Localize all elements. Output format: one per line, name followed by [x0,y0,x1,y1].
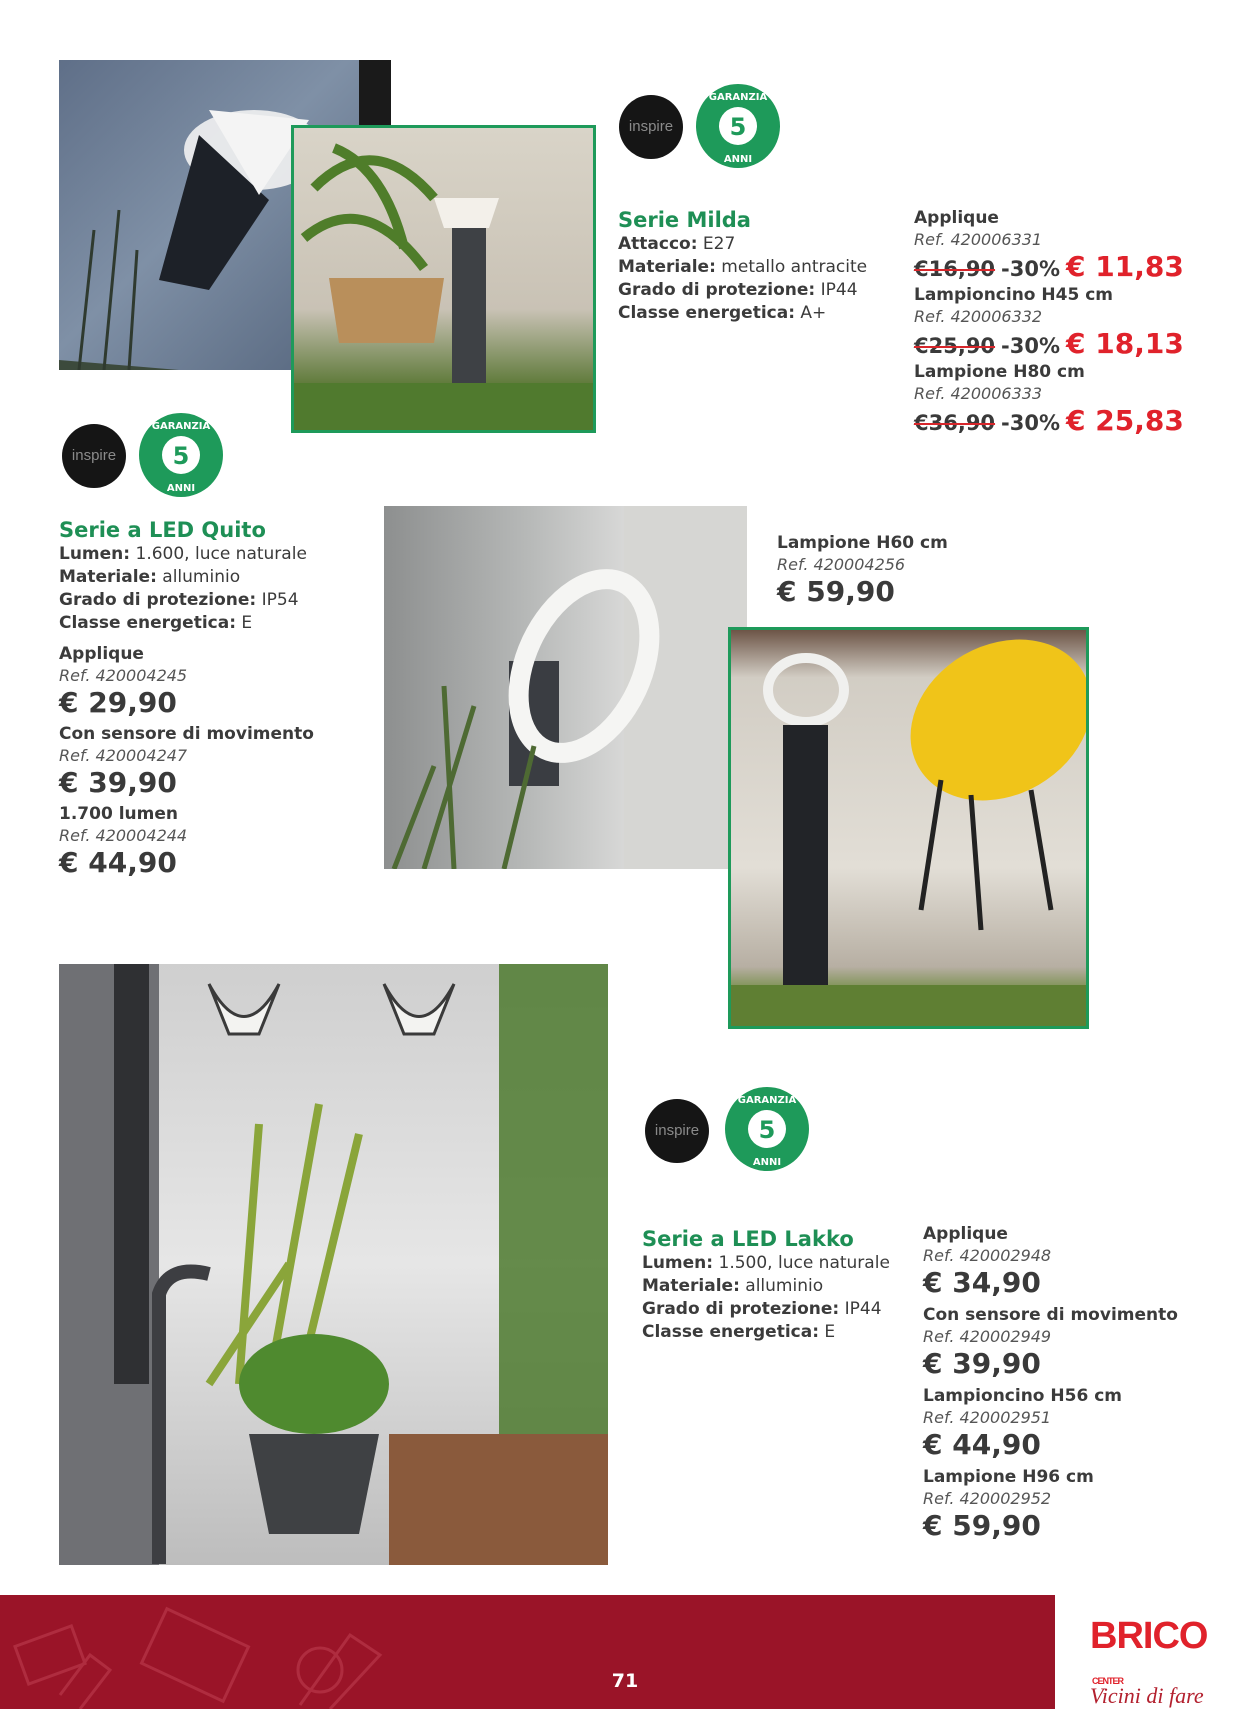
svg-text:5: 5 [758,1116,776,1144]
discount: -30% [1001,334,1061,358]
old-price: €25,90 [914,334,996,358]
garden-lamps-illustration [59,964,608,1565]
sale-price: € 11,83 [1066,250,1184,283]
product-price: € 39,90 [59,766,177,799]
tagline: Vicini di fare [1090,1683,1204,1708]
warranty-5-years-badge [138,412,224,498]
product-price-row [914,404,1184,442]
tools-pattern-decoration [0,1595,1055,1709]
milda-title: Serie Milda [618,208,751,232]
product-name: Applique [59,644,144,664]
milda-spec: Materiale: metallo antracite [618,257,868,277]
product-ref: Ref. 420004256 [777,555,906,574]
lakko-title: Serie a LED Lakko [642,1227,854,1251]
svg-text:ANNI: ANNI [752,1157,782,1168]
quito-spec: Grado di protezione: IP54 [59,590,299,610]
lamppost-illustration [294,128,594,431]
product-ref: Ref. 420004247 [59,746,188,765]
product-ref: Ref. 420002949 [923,1327,1052,1346]
milda-info [618,207,867,325]
product-ref: Ref. 420002948 [923,1246,1052,1265]
svg-text:GARANZIA: GARANZIA [708,92,768,103]
quito-lamppost-photo [728,627,1089,1029]
quito-applique-photo [384,506,747,869]
product-name: Lampioncino H56 cm [923,1386,1122,1406]
page-number: 71 [611,1670,639,1692]
milda-spec: Attacco: E27 [618,234,736,254]
product-ref: Ref. 420002952 [923,1489,1052,1508]
svg-text:GARANZIA: GARANZIA [737,1095,797,1106]
milda-lamppost-photo [291,125,596,433]
product-name: Lampione H80 cm [914,362,1085,382]
discount: -30% [1001,411,1061,435]
quito-lampione-info [777,532,948,609]
product-price: € 39,90 [923,1347,1041,1380]
quito-info [59,517,314,880]
lakko-spec: Lumen: 1.500, luce naturale [642,1253,890,1273]
warranty-5-years-badge [724,1086,810,1172]
svg-text:GARANZIA: GARANZIA [151,421,211,432]
lakko-spec: Grado di protezione: IP44 [642,1299,882,1319]
sale-price: € 25,83 [1066,404,1184,437]
product-ref: Ref. 420004244 [59,826,188,845]
product-price: € 44,90 [923,1428,1041,1461]
quito-spec: Classe energetica: E [59,613,253,633]
old-price: €16,90 [914,257,996,281]
product-name: Applique [923,1224,1008,1244]
product-name: Con sensore di movimento [59,724,314,744]
sale-price: € 18,13 [1066,327,1184,360]
inspire-brand-logo: inspire [619,95,683,159]
lakko-spec: Materiale: alluminio [642,1276,824,1296]
discount: -30% [1001,257,1061,281]
product-price: € 59,90 [777,575,895,608]
svg-text:ANNI: ANNI [723,154,753,165]
product-price: € 44,90 [59,846,177,879]
product-name: Lampione H96 cm [923,1467,1094,1487]
quito-spec: Materiale: alluminio [59,567,241,587]
inspire-brand-logo: inspire [645,1099,709,1163]
brand-sub: CENTER [1092,1675,1124,1686]
product-price: € 34,90 [923,1266,1041,1299]
inspire-brand-logo: inspire [62,424,126,488]
product-name: Con sensore di movimento [923,1305,1178,1325]
warranty-5-years-badge [695,83,781,169]
brico-center-logo: BRICO CENTER [1090,1615,1208,1686]
milda-spec: Grado di protezione: IP44 [618,280,858,300]
product-ref: Ref. 420006331 [914,230,1043,249]
product-price-row [914,250,1184,288]
product-name: Lampioncino H45 cm [914,285,1113,305]
product-price: € 29,90 [59,686,177,719]
svg-text:5: 5 [172,442,190,470]
ring-lamppost-chair-illustration [731,630,1087,1027]
lakko-spec: Classe energetica: E [642,1322,836,1342]
product-ref: Ref. 420006332 [914,307,1043,326]
footer-band [0,1595,1055,1709]
product-ref: Ref. 420004245 [59,666,188,685]
svg-text:5: 5 [729,113,747,141]
ring-wall-lamp-illustration [384,506,747,869]
quito-title: Serie a LED Quito [59,518,266,542]
milda-products [914,207,1184,442]
quito-spec: Lumen: 1.600, luce naturale [59,544,307,564]
milda-spec: Classe energetica: A+ [618,303,827,323]
lakko-info [642,1226,890,1344]
product-price-row [914,327,1184,365]
product-price: € 59,90 [923,1509,1041,1542]
svg-text:ANNI: ANNI [166,483,196,494]
product-name: Lampione H60 cm [777,533,948,553]
product-name: 1.700 lumen [59,804,178,824]
product-ref: Ref. 420002951 [923,1408,1052,1427]
product-name: Applique [914,208,999,228]
lakko-garden-photo [59,964,608,1565]
product-ref: Ref. 420006333 [914,384,1043,403]
old-price: €36,90 [914,411,996,435]
lakko-products [923,1223,1178,1543]
